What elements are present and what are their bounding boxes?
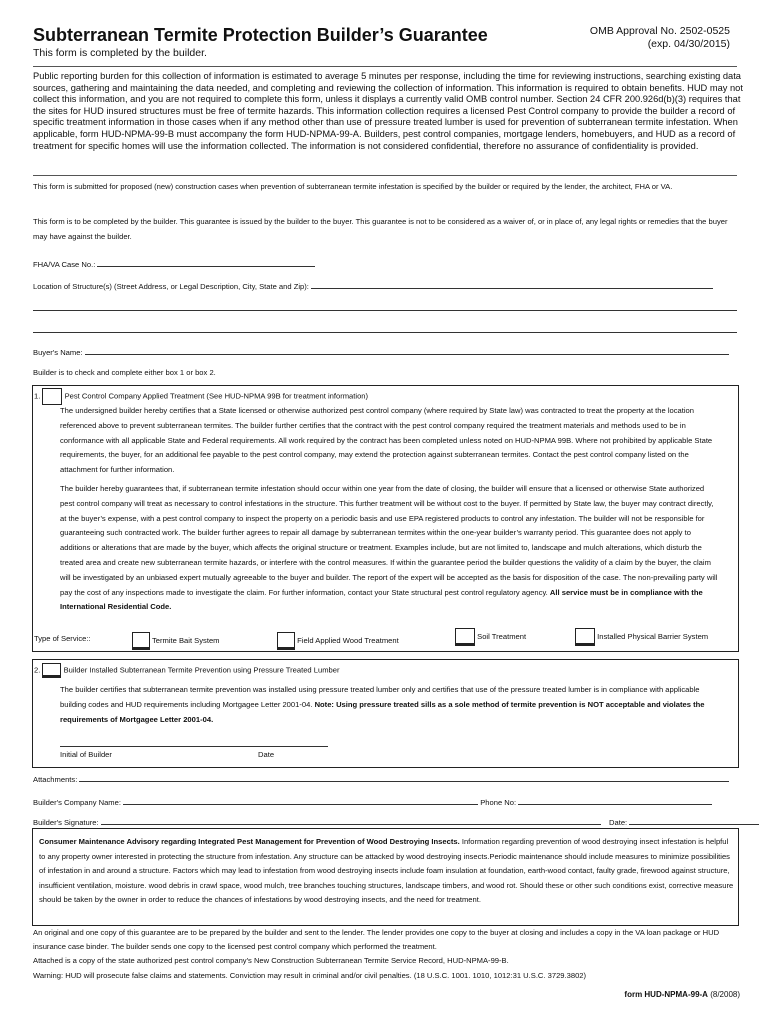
box-2-header — [34, 663, 340, 678]
signature-field[interactable] — [101, 816, 601, 825]
attachments-row — [33, 773, 729, 784]
case-number-row — [33, 258, 315, 269]
omb-expiration: (exp. 04/30/2015) — [647, 38, 730, 50]
signature-date-field[interactable] — [629, 816, 759, 825]
location-row — [33, 280, 713, 291]
box-instruction: Builder is to check and complete either box 1 or box 2. — [33, 368, 216, 377]
box-1-certification: The undersigned builder hereby certifies that a State licensed or otherwise authorized pest control company (where required by State law) was contracted to treat the property at the location referenced above to prevent subterranean termites. The builder further certifies that the contract with the pest control company required the treatment materials and methods used to be in conformance with all applicable State and Federal requirements. All work required by the contract has been completed unless noted on HUD-NPMA 99B. Where not prohibited by applicable State requirements, the buyer, for an additional fee payable to the pest control company, may extend the protection against subterranean termites. Contact the pest control company listed on the attachment for further information. — [60, 406, 713, 475]
phone-field[interactable] — [518, 796, 712, 805]
signature-date-label: Date: — [609, 818, 628, 827]
physical-barrier-label: Installed Physical Barrier System — [597, 632, 709, 641]
advisory-heading: Consumer Maintenance Advisory regarding Integrated Pest Management for Prevention of Wood Destroying Insects. — [39, 837, 460, 846]
company-row — [33, 796, 712, 807]
service-type-label: Type of Service:: — [34, 634, 91, 643]
box-1-checkbox[interactable] — [42, 388, 62, 405]
page-title: Subterranean Termite Protection Builder’s Guarantee — [33, 25, 488, 45]
intro-text-1: This form is submitted for proposed (new) construction cases when prevention of subterranean termite infestation is specified by the builder or required by the lender, the architect, FHA or VA. — [33, 182, 673, 191]
location-field-line-3[interactable] — [33, 324, 737, 333]
phone-label: Phone No: — [480, 798, 517, 807]
box-2-heading: Builder Installed Subterranean Termite Prevention using Pressure Treated Lumber — [63, 665, 340, 675]
attachments-label: Attachments: — [33, 775, 78, 784]
company-name-label: Builder's Company Name: — [33, 798, 121, 807]
signature-row — [33, 816, 759, 827]
burden-statement: Public reporting burden for this collection of information is estimated to average 5 minutes per response, including the time for reviewing instructions, searching existing data sources, gathering and maintaining the data needed, and completing and reviewing the collection of information. This information is required to obtain benefits. HUD may not collect this information, and you are not required to complete this form, unless it displays a currently valid OMB control number. Section 24 CFR 200.926d(b)(3) requires that the sites for HUD insured structures must be free of termite hazards. This information collection requires a licensed Pest Control company to provide the builder a record of specific treatment information in those cases when if any method other than use of pressure treated lumber is used for prevention of subterranean termite infestation. When applicable, form HUD-NPMA-99-B must accompany the form HUD-NPMA-99-A. Builders, pest control companies, mortgage lenders, homebuyers, and HUD as a record of treatment for specific homes will use the information collected. The information is not considered confidential, therefore no assurance of confidentiality is provided. — [33, 71, 743, 151]
box-2-number: 2. — [34, 665, 41, 675]
soil-treatment-checkbox[interactable] — [455, 628, 475, 646]
divider — [33, 175, 737, 176]
omb-number: OMB Approval No. 2502-0525 — [589, 25, 730, 37]
sill-warning-note: Note: Using pressure treated sills as a sole method of termite prevention is NOT acceptable and violates the requirements of Mortgagee Letter 2001-04. — [60, 699, 705, 724]
form-id: form HUD-NPMA-99-A — [624, 990, 708, 999]
guarantee-text: The builder hereby guarantees that, if subterranean termite infestation should occur within one year from the date of closing, the builder will ensure that a licensed or otherwise State authorized pest control company will treat as necessary to control infestations in the structure. This further treatment will be without cost to the buyer. If permitted by State law, the buyer may contract directly, at the buyer’s expense, with a pest control company to inspect the property on a periodic basis and use EPA registered products to control any infestation. The builder will not be responsible for guaranteeing such contracted work. The builder further agrees to repair all damage by subterranean termites within the one-year builder’s warranty period. This guarantee does not apply to additions or alterations that are made by the buyer, which affects the original structure or treatment. Examples include, but are not limited to, landscape and mulch alterations, which disturb the treated area and create new subterranean termite hazards, or interfere with the control measures. If within the guarantee period the builder questions the validity of a claim by the buyer, the claim will be investigated by an unbiased expert mutually agreeable to the buyer and builder. The report of the expert will be accepted as the basis for disposition of the case. The non-prevailing party will pay the cost of any inspections made to investigate the claim. For further information, contact your State structural pest control regulatory agency. — [60, 484, 718, 597]
location-field[interactable] — [311, 280, 713, 289]
service-termite-bait[interactable] — [132, 632, 220, 650]
location-field-line-2[interactable] — [33, 302, 737, 311]
soil-treatment-label: Soil Treatment — [477, 632, 527, 641]
distribution-note: An original and one copy of this guarantee are to be prepared by the builder and sent to the lender. The lender provides one copy to the buyer at closing and includes a copy in the VA loan package or HUD insurance case binder. The builder sends one copy to the licensed pest control company which performed the treatment. — [33, 928, 720, 952]
irc-compliance-note: All service must be in compliance with the International Residential Code. — [60, 587, 703, 612]
lumber-certification-text: The builder certifies that subterranean termite prevention was installed using pressure treated lumber only and certifies that use of the pressure treated lumber is in compliance with applicable building codes and HUD requirements including Mortgagee Letter 2001-04. — [60, 685, 700, 709]
buyer-name-field[interactable] — [85, 346, 729, 355]
form-number — [624, 990, 740, 999]
box-2-certification — [60, 683, 720, 727]
service-field-wood[interactable] — [277, 632, 399, 650]
company-name-field[interactable] — [123, 796, 478, 805]
initial-of-builder-label: Initial of Builder — [60, 750, 112, 759]
box-1-guarantee — [60, 482, 720, 615]
location-label: Location of Structure(s) (Street Address, or Legal Description, City, State and Zip): — [33, 282, 309, 291]
warning-note: Warning: HUD will prosecute false claims and statements. Conviction may result in criminal and/or civil penalties. (18 U.S.C. 1001. 1010, 1012:31 U.S.C. 3729.3802) — [33, 970, 587, 980]
footer-notes — [33, 926, 743, 983]
intro-text-2: This form is to be completed by the builder. This guarantee is issued by the builder to the buyer. This guarantee is not to be considered as a waiver of, or in place of, any legal rights or remedies that the buyer may have against the builder. — [33, 217, 728, 241]
consumer-maintenance-advisory — [32, 828, 739, 926]
box-1-header — [34, 388, 368, 405]
physical-barrier-checkbox[interactable] — [575, 628, 595, 646]
field-wood-treatment-label: Field Applied Wood Treatment — [297, 636, 399, 645]
omb-approval — [590, 25, 730, 51]
initial-date-field[interactable] — [60, 738, 328, 747]
case-number-field[interactable] — [97, 258, 315, 267]
service-soil[interactable] — [455, 628, 526, 646]
termite-bait-label: Termite Bait System — [151, 636, 220, 645]
box-1-heading: Pest Control Company Applied Treatment (See HUD-NPMA 99B for treatment information) — [64, 391, 369, 401]
buyer-name-label: Buyer's Name: — [33, 348, 83, 357]
box-1-number: 1. — [34, 391, 41, 401]
buyer-row — [33, 346, 729, 357]
attachments-field[interactable] — [79, 773, 729, 782]
divider — [33, 66, 737, 67]
case-number-label: FHA/VA Case No.: — [33, 260, 96, 269]
field-wood-treatment-checkbox[interactable] — [277, 632, 295, 650]
service-physical-barrier[interactable] — [575, 628, 708, 646]
page-subtitle: This form is completed by the builder. — [33, 47, 207, 59]
box-2-checkbox[interactable] — [42, 663, 61, 678]
box-2-date-label: Date — [258, 750, 275, 759]
form-date: (8/2008) — [710, 990, 740, 999]
termite-bait-checkbox[interactable] — [132, 632, 150, 650]
advisory-body: Information regarding prevention of wood destroying insect infestation is helpful to any property owner interested in protecting the structure from infestation. Any structure can be attacked by wood destroying insects.Periodic maintenance should include measures to minimize possibilities of infestation in and around a structure. Factors which may lead to infestation from wood destroying insects include foam insulation at foundation, earth-wood contact, faulty grade, firewood against structure, insufficient ventilation, moisture. wood debris in crawl space, wood mulch, tree branches touching structures, landscape timbers, and wood rot. Should these or other such conditions exist, corrective measure should be taken by the owner in order to reduce the chances of infestations by wood destroying insects, and the need for treatment. — [39, 837, 734, 904]
signature-label: Builder's Signature: — [33, 818, 99, 827]
attachment-note: Attached is a copy of the state authorized pest control company's New Construction Subterranean Termite Service Record, HUD-NPMA-99-B. — [33, 956, 509, 966]
advisory-text — [39, 835, 734, 908]
